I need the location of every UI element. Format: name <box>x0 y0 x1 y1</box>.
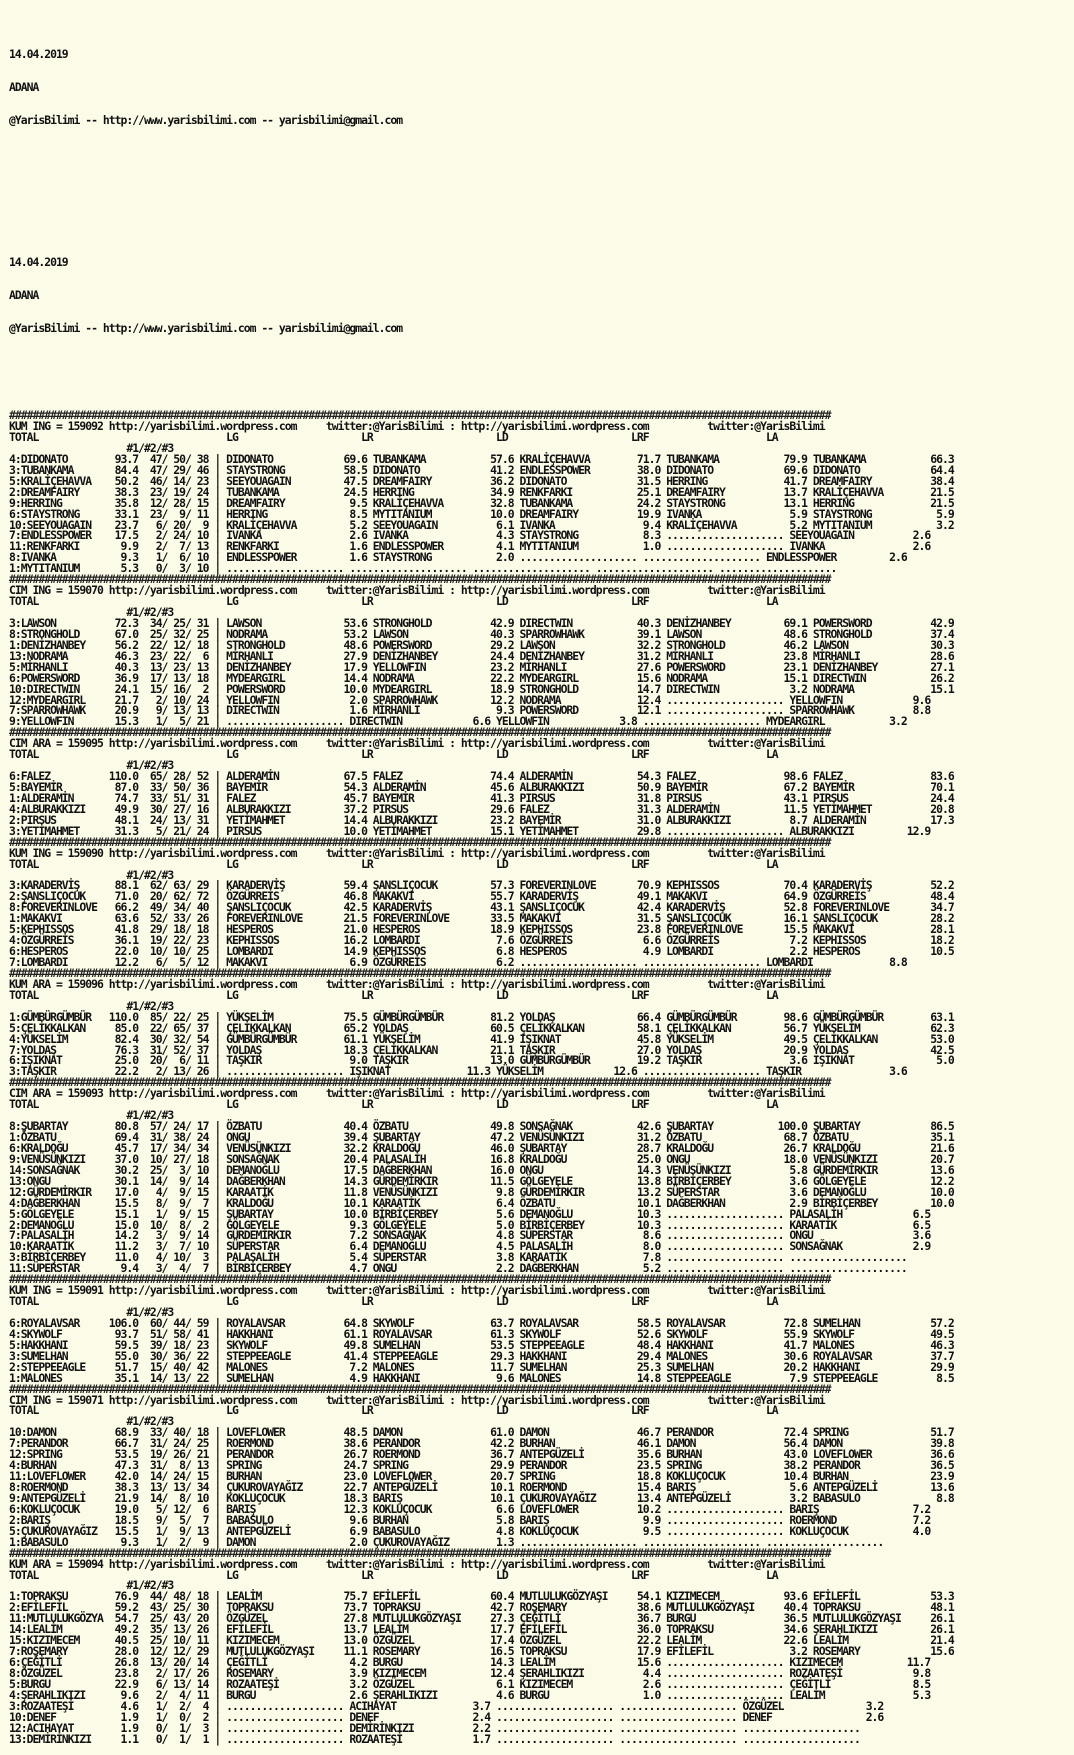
result-row: 1:MAKAKVI 63.6 52/ 33/ 26 | FOREVERINLOVE 21.5 FOREVERINLOVE 33.5 MAKAKVI 31.5 ŞANSLIÇOCUK 16.1 ŞANSLIÇOCUK 28.2 <box>9 911 954 926</box>
race-block <box>9 1381 954 1549</box>
column-header: TOTAL LG LR LD LRF LA <box>9 856 778 871</box>
result-row: 13:NODRAMA 46.3 23/ 22/ 6 | MİRHANLI 27.9 DENİZHANBEY 24.4 DENİZHANBEY 31.2 MİRHANLI 23.8 MİRHANLI 28.6 <box>9 648 954 663</box>
separator-line: ############################################################################################################################################ <box>9 965 831 980</box>
report-date: 14.04.2019 <box>9 254 68 269</box>
result-row: 5:KEPHISSOS 41.8 29/ 18/ 18 | HESPEROS 21.0 HESPEROS 18.9 KEPHISSOS 23.8 FOREVERINLOVE 15.5 MAKAKVI 28.1 <box>9 922 954 937</box>
result-row: 6:IŞIKNAT 25.0 20/ 6/ 11 | TAŞKIR 9.0 TAŞKIR 13.0 GÜMBÜRGÜMBÜR 19.2 TAŞKIR 3.6 IŞIKNAT 5.0 <box>9 1053 954 1068</box>
result-row: 12:SPRING 53.5 19/ 26/ 21 | PERANDOR 26.7 ROERMOND 36.7 ANTEPGÜZELİ 35.6 BURHAN 43.0 LOVEFLOWER 36.6 <box>9 1447 954 1462</box>
race-block <box>9 1274 954 1383</box>
race-block <box>9 727 954 836</box>
result-row: 6:STAYSTRONG 33.1 23/ 9/ 11 | HERRING 8.5 MYTITANIUM 10.0 DREAMFAIRY 19.9 IVANKA 5.9 STAYSTRONG 5.9 <box>9 506 954 521</box>
result-row: 5:BAYEMİR 87.0 33/ 50/ 36 | BAYEMİR 54.3 ALDERAMİN 45.6 ALBURAKKIZI 50.9 BAYEMİR 67.2 BAYEMİR 70.1 <box>9 780 954 794</box>
result-row: 14:SONSAĞNAK 30.2 25/ 3/ 10 | DEMANOĞLU 17.5 DAĞBERKHAN 16.0 ONGU 14.3 VENÜSÜNKIZI 5.8 GÜRDEMİRKIR 13.6 <box>9 1162 954 1177</box>
race-title: CIM ING = 159070 http://yarisbilimi.wordpress.com twitter:@YarisBilimi : http://yarisbilimi.wordpress.com twitter:@YarisBilimi <box>9 583 825 598</box>
result-row: 6:ÇEĞİTLİ 26.8 13/ 20/ 14 | ÇEĞİTLİ 4.2 BURGU 14.3 LEALİM 15.6 .................... KIZIMECEM 11.7 <box>9 1655 931 1669</box>
column-header: TOTAL LG LR LD LRF LA <box>9 430 778 444</box>
result-row: 11:RENKFARKI 9.9 2/ 7/ 13 | RENKFARKI 1.6 ENDLESSPOWER 4.1 MYTITANIUM 1.0 .................... IVANKA 2.6 <box>9 539 931 554</box>
result-row: 8:ROERMOND 38.3 13/ 13/ 34 | ÇUKUROVAYAĞIZ 22.7 ANTEPGÜZELİ 10.1 ROERMOND 15.4 BARIŞ 5.6 ANTEPGÜZELİ 13.6 <box>9 1480 954 1494</box>
result-row: 8:FOREVERINLOVE 66.2 49/ 34/ 40 | ŞANSLIÇOCUK 42.5 KARADERVİŞ 43.1 ŞANSLIÇOCUK 42.4 KARADERVİŞ 52.8 FOREVERINLOVE 34.7 <box>9 900 954 915</box>
result-row: 11:SÜPERSTAR 9.4 3/ 4/ 7 | BİRBİÇERBEY 4.7 ONGU 2.2 DAĞBERKHAN 5.2 .................... .................... <box>9 1261 907 1276</box>
column-header: TOTAL LG LR LD LRF LA <box>9 1403 778 1418</box>
race-block <box>9 410 954 574</box>
result-row: 4:YÜKSELİM 82.4 30/ 32/ 54 | GÜMBÜRGÜMBÜR 61.1 YÜKSELİM 41.9 IŞIKNAT 45.8 YÜKSELİM 49.5 ÇELİKKALKAN 53.0 <box>9 1031 954 1046</box>
result-row: 4:DAĞBERKHAN 15.5 8/ 9/ 7 | KRALDOĞU 10.1 KARAATİK 6.4 ÖZBATU 10.1 DAĞBERKHAN 2.9 BİRBİÇERBEY 10.0 <box>9 1195 954 1210</box>
separator-line: ############################################################################################################################################ <box>9 408 831 423</box>
results-sheet <box>9 5 954 1755</box>
report-city: ADANA <box>9 79 39 94</box>
result-row: 3:BİRBİÇERBEY 11.0 4/ 10/ 3 | PALASALİH 5.4 SÜPERSTAR 3.8 KARAATİK 7.8 .................... .................... <box>9 1250 907 1265</box>
result-row: 11:LOVEFLOWER 42.0 14/ 24/ 15 | BURHAN 23.0 LOVEFLOWER 20.7 SPRING 18.8 KOKLUÇOCUK 10.4 BURHAN 23.9 <box>9 1469 954 1484</box>
result-row: 8:ÖZGÜZEL 23.8 2/ 17/ 26 | ROSEMARY 3.9 KIZIMECEM 12.4 ŞERAHLIKIZI 4.4 .................... ROZAATEŞİ 9.8 <box>9 1665 931 1680</box>
result-row: 9:ANTEPGÜZELİ 21.9 14/ 8/ 10 | KOKLUÇOCUK 18.3 BARIŞ 10.1 ÇUKUROVAYAĞIZ 13.4 ANTEPGÜZELİ 3.2 BABASULO 8.8 <box>9 1490 954 1505</box>
result-row: 5:KRALİÇEHAVVA 50.2 46/ 14/ 23 | SEEYOUAGAIN 47.5 DREAMFAIRY 36.2 DIDONATO 31.5 HERRING 41.7 DREAMFAIRY 38.4 <box>9 473 954 488</box>
result-row: 3:TUBANKAMA 84.4 47/ 29/ 46 | STAYSTRONG 58.5 DIDONATO 41.2 ENDLESSPOWER 38.0 DIDONATO 69.6 DIDONATO 64.4 <box>9 462 954 477</box>
result-row: 13:ONGU 30.1 14/ 9/ 14 | DAĞBERKHAN 14.3 GÜRDEMİRKIR 11.5 GÖLGEYELE 13.8 BİRBİÇERBEY 3.6 GÖLGEYELE 12.2 <box>9 1173 954 1188</box>
race-list <box>9 410 954 1744</box>
separator-line: ############################################################################################################################################ <box>9 1075 831 1090</box>
result-row: 4:ÖZGÜRREİS 36.1 19/ 22/ 23 | KEPHISSOS 16.2 LOMBARDI 7.6 ÖZGÜRREİS 6.6 ÖZGÜRREİS 7.2 KEPHISSOS 18.2 <box>9 933 954 948</box>
result-row: 2:DEMANOĞLU 15.0 10/ 8/ 2 | GÖLGEYELE 9.3 GÖLGEYELE 5.0 BİRBİÇERBEY 10.3 .................... KARAATİK 6.5 <box>9 1217 931 1232</box>
result-row: 7:LOMBARDI 12.2 6/ 5/ 12 | MAKAKVI 6.9 ÖZGÜRREİS 6.2 .................... .................... LOMBARDI 8.8 <box>9 955 907 969</box>
column-header: TOTAL LG LR LD LRF LA <box>9 1097 778 1112</box>
column-subheader: #1/#2/#3 <box>9 758 174 773</box>
result-row: 1:ALDERAMİN 74.7 33/ 51/ 31 | FALEZ 45.7 BAYEMİR 41.3 PIRSUS 31.8 PIRSUS 43.1 PIRSUS 24.4 <box>9 790 954 805</box>
result-row: 6:POWERSWORD 36.9 17/ 13/ 18 | MYDEARGIRL 14.4 NODRAMA 22.2 MYDEARGIRL 15.6 NODRAMA 15.1 DIRECTWIN 26.2 <box>9 670 954 685</box>
column-subheader: #1/#2/#3 <box>9 1578 174 1593</box>
report-credit: @YarisBilimi -- http://www.yarisbilimi.com -- yarisbilimi@gmail.com <box>9 112 403 127</box>
result-row: 12:GÜRDEMİRKIR 17.0 4/ 9/ 15 | KARAATİK 11.8 VENÜSÜNKIZI 9.8 GÜRDEMİRKIR 13.2 SÜPERSTAR 3.6 DEMANOĞLU 10.0 <box>9 1184 954 1199</box>
race-block <box>9 834 954 969</box>
result-row: 8:ŞUBARTAY 80.8 57/ 24/ 17 | ÖZBATU 40.4 ÖZBATU 49.8 SONSAĞNAK 42.6 ŞUBARTAY 100.0 ŞUBARTAY 86.5 <box>9 1119 954 1134</box>
result-row: 10:SEEYOUAGAIN 23.7 6/ 20/ 9 | KRALİÇEHAVVA 5.2 SEEYOUAGAIN 6.1 IVANKA 9.4 KRALİÇEHAVVA 5.2 MYTITANIUM 3.2 <box>9 517 954 532</box>
result-row: 9:YELLOWFIN 15.3 1/ 5/ 21 | .................... DIRECTWIN 6.6 YELLOWFIN 3.8 .................... MYDEARGIRL 3.2 <box>9 714 907 729</box>
result-row: 1:GÜMBÜRGÜMBÜR 110.0 85/ 22/ 25 | YÜKSELİM 75.5 GÜMBÜRGÜMBÜR 81.2 YOLDAŞ 66.4 GÜMBÜRGÜMBÜR 98.6 GÜMBÜRGÜMBÜR 63.1 <box>9 1009 954 1024</box>
result-row: 2:PIRSUS 48.1 24/ 13/ 31 | YETİMAHMET 14.4 ALBURAKKIZI 23.2 BAYEMİR 31.0 ALBURAKKIZI 8.7 ALDERAMİN 17.3 <box>9 812 954 827</box>
result-row: 10:DIRECTWIN 24.1 15/ 16/ 2 | POWERSWORD 10.0 MYDEARGIRL 18.9 STRONGHOLD 14.7 DIRECTWIN 3.2 NODRAMA 15.1 <box>9 681 954 696</box>
result-row: 4:DIDONATO 93.7 47/ 50/ 38 | DIDONATO 69.6 TUBANKAMA 57.6 KRALİÇEHAVVA 71.7 TUBANKAMA 79.9 TUBANKAMA 66.3 <box>9 451 954 466</box>
result-row: 11:MUTLULUKGÖZYA 54.7 25/ 43/ 20 | ÖZGÜZEL 27.8 MUTLULUKGÖZYAŞI 27.3 ÇEĞİTLİ 36.7 BURGU 36.5 MUTLULUKGÖZYAŞI 26.1 <box>9 1611 954 1626</box>
result-row: 13:DEMİRİNKIZI 1.1 0/ 1/ 1 | .................... ROZAATEŞİ 1.7 .................... .................... .................... <box>9 1731 860 1746</box>
column-subheader: #1/#2/#3 <box>9 1108 174 1123</box>
result-row: 9:VENÜSÜNKIZI 37.0 10/ 27/ 18 | SONSAĞNAK 20.4 PALASALİH 16.8 KRALDOĞU 25.0 ONGU 18.0 VENÜSÜNKIZI 20.7 <box>9 1151 954 1166</box>
result-row: 5:ÇUKUROVAYAĞIZ 15.5 1/ 9/ 13 | ANTEPGÜZELİ 6.9 BABASULO 4.8 KOKLUÇOCUK 9.5 .................... KOKLUÇOCUK 4.0 <box>9 1523 931 1538</box>
result-row: 12:MYDEARGIRL 21.7 2/ 10/ 24 | YELLOWFIN 2.0 SPARROWHAWK 12.2 NODRAMA 12.4 .................... YELLOWFIN 9.6 <box>9 692 931 707</box>
column-header: TOTAL LG LR LD LRF LA <box>9 987 778 1002</box>
race-title: CIM ING = 159071 http://yarisbilimi.wordpress.com twitter:@YarisBilimi : http://yarisbilimi.wordpress.com twitter:@YarisBilimi <box>9 1392 825 1407</box>
separator-line: ############################################################################################################################################ <box>9 1545 831 1560</box>
column-subheader: #1/#2/#3 <box>9 440 174 455</box>
blank-line <box>9 147 954 158</box>
result-row: 2:STEPPEEAGLE 51.7 15/ 40/ 42 | MALONES 7.2 MALONES 11.7 SUMELHAN 25.3 SUMELHAN 20.2 HAKKHANI 29.9 <box>9 1359 954 1374</box>
race-block <box>9 1545 954 1746</box>
result-row: 2:BARIŞ 18.5 9/ 5/ 7 | BABASULO 9.6 BURHAN 5.8 BARIŞ 9.9 .................... ROERMOND 7.2 <box>9 1512 931 1527</box>
column-header: TOTAL LG LR LD LRF LA <box>9 1567 778 1582</box>
separator-line: ############################################################################################################################################ <box>9 1272 831 1287</box>
result-row: 1:DENİZHANBEY 56.2 22/ 12/ 18 | STRONGHOLD 48.6 POWERSWORD 29.2 LAWSON 32.2 STRONGHOLD 46.2 LAWSON 30.3 <box>9 637 954 652</box>
result-row: 6:KOKLUÇOCUK 19.0 5/ 12/ 6 | BARIŞ 12.3 KOKLUÇOCUK 6.6 LOVEFLOWER 10.2 .................... BARIŞ 7.2 <box>9 1501 931 1516</box>
race-block <box>9 1077 954 1274</box>
result-row: 2:DREAMFAIRY 38.3 23/ 19/ 24 | TUBANKAMA 24.5 HERRING 34.9 RENKFARKI 25.1 DREAMFAIRY 13.7 KRALİÇEHAVVA 21.5 <box>9 484 954 499</box>
result-row: 6:FALEZ 110.0 65/ 28/ 52 | ALDERAMİN 67.5 FALEZ 74.4 ALDERAMİN 54.3 FALEZ 98.6 FALEZ 83.6 <box>9 769 954 784</box>
race-title: KUM ING = 159092 http://yarisbilimi.wordpress.com twitter:@YarisBilimi : http://yarisbilimi.wordpress.com twitter:@YarisBilimi <box>9 419 825 434</box>
result-row: 6:HESPEROS 22.0 10/ 10/ 25 | LOMBARDI 14.9 KEPHISSOS 6.8 HESPEROS 4.9 LOMBARDI 2.2 HESPEROS 10.5 <box>9 944 954 959</box>
blank-line <box>9 355 954 366</box>
separator-line: ############################################################################################################################################ <box>9 834 831 849</box>
column-subheader: #1/#2/#3 <box>9 605 174 619</box>
result-row: 10:DAMON 68.9 33/ 40/ 18 | LOVEFLOWER 48.5 DAMON 61.0 DAMON 46.7 PERANDOR 72.4 SPRING 51.7 <box>9 1425 954 1440</box>
result-row: 7:ROŞEMARY 28.0 12/ 12/ 29 | MUTLULUKGÖZYAŞI 11.1 ROSEMARY 16.5 TOPRAKSU 17.9 EFİLEFİL 3.2 ROSEMARY 15.6 <box>9 1644 954 1659</box>
result-row: 10:KARAATİK 11.2 3/ 7/ 10 | SÜPERSTAR 6.4 DEMANOĞLU 4.5 PALASALİH 8.0 .................... SONSAĞNAK 2.9 <box>9 1239 931 1254</box>
column-header: TOTAL LG LR LD LRF LA <box>9 594 778 609</box>
race-title: KUM ING = 159091 http://yarisbilimi.wordpress.com twitter:@YarisBilimi : http://yarisbilimi.wordpress.com twitter:@YarisBilimi <box>9 1283 825 1298</box>
column-subheader: #1/#2/#3 <box>9 998 174 1013</box>
result-row: 3:KARADERVİŞ 88.1 62/ 63/ 29 | KARADERVİŞ 59.4 ŞANSLIÇOCUK 57.3 FOREVERINLOVE 70.9 KEPHISSOS 70.4 KARADERVİŞ 52.2 <box>9 878 954 893</box>
result-row: 10:DENEF 1.9 1/ 0/ 2 | .................... DENEF 2.4 .................... .................... DENEF 2.6 <box>9 1709 884 1724</box>
result-row: 5:BURGU 22.9 6/ 13/ 14 | ROZAATEŞİ 3.2 ÖZGÜZEL 6.1 KIZIMECEM 2.6 .................... ÇEĞİTLİ 8.5 <box>9 1676 931 1691</box>
race-title: CIM ARA = 159095 http://yarisbilimi.wordpress.com twitter:@YarisBilimi : http://yarisbilimi.wordpress.com twitter:@YarisBilimi <box>9 736 825 751</box>
result-row: 3:SUMELHAN 55.0 30/ 36/ 22 | STEPPEEAGLE 41.4 STEPPEEAGLE 29.3 HAKKHANI 29.4 MALONES 30.6 ROYALAVSAR 37.7 <box>9 1348 954 1363</box>
result-row: 3:ROZAATEŞİ 4.6 1/ 2/ 4 | .................... ACIHAYAT 3.7 .................... .................... ÖZGÜZEL 3.2 <box>9 1698 884 1713</box>
result-row: 5:ÇELİKKALKAN 85.0 22/ 65/ 37 | ÇELİKKALKAN 65.2 YOLDAŞ 60.5 ÇELİKKALKAN 58.1 ÇELİKKALKAN 56.7 YÜKSELİM 62.3 <box>9 1020 954 1035</box>
result-row: 5:MİRHANLI 40.3 13/ 23/ 13 | DENİZHANBEY 17.9 YELLOWFIN 23.2 MİRHANLI 27.6 POWERSWORD 23.1 DENİZHANBEY 27.1 <box>9 659 954 674</box>
result-row: 3:LAWSON 72.3 34/ 25/ 31 | LAWSON 53.6 STRONGHOLD 42.9 DIRECTWIN 40.3 DENİZHANBEY 69.1 POWERSWORD 42.9 <box>9 615 954 630</box>
result-row: 8:STRONGHOLD 67.0 25/ 32/ 25 | NODRAMA 53.2 LAWSON 40.3 SPARROWHAWK 39.1 LAWSON 48.6 STRONGHOLD 37.4 <box>9 626 954 641</box>
separator-line: ############################################################################################################################################ <box>9 725 831 740</box>
race-block <box>9 574 954 727</box>
result-row: 5:GÖLGEYELE 15.1 1/ 9/ 15 | ŞUBARTAY 10.0 BİRBİÇERBEY 5.6 DEMANOĞLU 10.3 .................... PALASALİH 6.5 <box>9 1206 931 1221</box>
result-row: 1:BABASULO 9.3 1/ 2/ 9 | DAMON 2.0 ÇUKUROVAYAĞIZ 1.3 .................... .................... .................... <box>9 1534 884 1549</box>
result-row: 2:EFİLEFİL 59.2 43/ 25/ 30 | TOPRAKSU 73.7 TOPRAKSU 42.7 ROŞEMARY 38.6 MUTLULUKGÖZYAŞI 40.4 TOPRAKSU 48.1 <box>9 1600 954 1615</box>
separator-line: ############################################################################################################################################ <box>9 572 831 587</box>
result-row: 1:MALONES 35.1 14/ 13/ 22 | SUMELHAN 4.9 HAKKHANI 9.6 MALONES 14.8 STEPPEEAGLE 7.9 STEPPEEAGLE 8.5 <box>9 1370 954 1385</box>
column-header: TOTAL LG LR LD LRF LA <box>9 747 778 762</box>
race-title: KUM ARA = 159094 http://yarisbilimi.wordpress.com twitter:@YarisBilimi : http://yarisbilimi.wordpress.com twitter:@YarisBilimi <box>9 1556 825 1571</box>
report-city: ADANA <box>9 287 39 302</box>
result-row: 4:BURHAN 47.3 31/ 8/ 13 | SPRING 24.7 SPRING 29.9 PERANDOR 23.5 SPRING 38.2 PERANDOR 36.5 <box>9 1458 954 1473</box>
column-subheader: #1/#2/#3 <box>9 1305 174 1319</box>
race-block <box>9 965 954 1079</box>
result-row: 6:ROYALAVSAR 106.0 60/ 44/ 59 | ROYALAVSAR 64.8 SKYWOLF 63.7 ROYALAVSAR 58.5 ROYALAVSAR 72.8 SUMELHAN 57.2 <box>9 1315 954 1330</box>
result-row: 1:MYTITANIUM 5.3 0/ 3/ 10 | .................... .................... .................... .................... .................... <box>9 561 837 576</box>
result-row: 4:ŞERAHLIKIZI 9.6 2/ 4/ 11 | BURGU 2.6 ŞERAHLIKIZI 4.6 BURGU 1.0 .................... LEALİM 5.3 <box>9 1687 931 1702</box>
result-row: 4:ALBURAKKIZI 49.9 30/ 27/ 16 | ALBURAKKIZI 37.2 PIRSUS 29.6 FALEZ 31.3 ALDERAMİN 11.5 YETİMAHMET 20.8 <box>9 801 954 816</box>
result-row: 4:SKYWOLF 93.7 51/ 58/ 41 | HAKKHANI 61.1 ROYALAVSAR 61.3 SKYWOLF 52.6 SKYWOLF 55.9 SKYWOLF 49.5 <box>9 1326 954 1341</box>
result-row: 5:HAKKHANI 59.5 39/ 18/ 23 | SKYWOLF 49.8 SUMELHAN 53.5 STEPPEEAGLE 48.4 HAKKHANI 41.7 MALONES 46.3 <box>9 1337 954 1352</box>
blank-line <box>9 180 954 191</box>
report-credit: @YarisBilimi -- http://www.yarisbilimi.com -- yarisbilimi@gmail.com <box>9 320 403 335</box>
header-block <box>9 27 954 213</box>
result-row: 12:ACIHAYAT 1.9 0/ 1/ 3 | .................... DEMİRİNKIZI 2.2 .................... .................... .................... <box>9 1720 860 1735</box>
report-date: 14.04.2019 <box>9 46 68 61</box>
result-row: 7:SPARROWHAWK 20.9 9/ 13/ 13 | DIRECTWIN 1.6 MİRHANLI 9.3 POWERSWORD 12.1 .................... SPARROWHAWK 8.8 <box>9 703 931 718</box>
result-row: 9:HERRING 35.8 12/ 28/ 15 | DREAMFAIRY 9.5 KRALİÇEHAVVA 32.8 TUBANKAMA 24.2 STAYSTRONG 13.1 HERRING 21.5 <box>9 495 954 510</box>
column-subheader: #1/#2/#3 <box>9 867 174 882</box>
result-row: 1:TOPRAKSU 76.9 44/ 48/ 18 | LEALİM 75.7 EFİLEFİL 60.4 MUTLULUKGÖZYAŞI 54.1 KIZIMECEM 93.6 EFİLEFİL 53.3 <box>9 1589 954 1604</box>
result-row: 14:LEALİM 49.2 35/ 13/ 26 | EFİLEFİL 13.7 LEALİM 17.7 EFİLEFİL 36.0 TOPRAKSU 34.6 ŞERAHLIKIZI 26.1 <box>9 1622 954 1637</box>
result-row: 7:YOLDAŞ 76.3 31/ 52/ 37 | YOLDAŞ 18.3 ÇELİKKALKAN 21.1 TAŞKIR 27.0 YOLDAŞ 20.9 YOLDAŞ 42.5 <box>9 1042 954 1057</box>
result-row: 15:KIZIMECEM 40.5 25/ 10/ 11 | KIZIMECEM 13.0 ÖZGÜZEL 17.4 ÖZGÜZEL 22.2 LEALİM 22.6 LEALİM 21.4 <box>9 1633 954 1648</box>
result-row: 7:PALASALİH 14.2 3/ 9/ 14 | GÜRDEMİRKIR 7.2 SONSAĞNAK 4.8 SÜPERSTAR 8.6 .................... ONGU 3.6 <box>9 1228 931 1243</box>
result-row: 3:TAŞKIR 22.2 2/ 13/ 26 | .................... IŞIKNAT 11.3 YÜKSELİM 12.6 .................... TAŞKIR 3.6 <box>9 1064 907 1079</box>
column-header: TOTAL LG LR LD LRF LA <box>9 1294 778 1309</box>
result-row: 1:ÖZBATU 69.4 31/ 38/ 24 | ONGU 39.4 ŞUBARTAY 47.2 VENÜSÜNKIZI 31.2 ÖZBATU 68.7 ÖZBATU 35.1 <box>9 1130 954 1144</box>
result-row: 7:ENDLESSPOWER 17.5 2/ 24/ 10 | IVANKA 2.6 IVANKA 4.3 STAYSTRONG 8.3 .................... SEEYOUAGAIN 2.6 <box>9 528 931 543</box>
result-row: 8:IVANKA 9.3 1/ 6/ 10 | ENDLESSPOWER 1.6 STAYSTRONG 2.0 .................... .................... ENDLESSPOWER 2.6 <box>9 550 907 565</box>
result-row: 3:YETİMAHMET 31.3 5/ 21/ 24 | PIRSUS 10.0 YETİMAHMET 15.1 YETİMAHMET 29.8 .................... ALBURAKKIZI 12.9 <box>9 823 931 838</box>
header-block <box>9 235 954 388</box>
result-row: 7:PERANDOR 66.7 31/ 24/ 25 | ROERMOND 38.6 PERANDOR 42.2 BURHAN 46.1 DAMON 56.4 DAMON 39.8 <box>9 1436 954 1451</box>
race-title: KUM ING = 159090 http://yarisbilimi.wordpress.com twitter:@YarisBilimi : http://yarisbilimi.wordpress.com twitter:@YarisBilimi <box>9 845 825 860</box>
race-title: KUM ARA = 159096 http://yarisbilimi.wordpress.com twitter:@YarisBilimi : http://yarisbilimi.wordpress.com twitter:@YarisBilimi <box>9 976 825 991</box>
column-subheader: #1/#2/#3 <box>9 1414 174 1429</box>
result-row: 2:ŞANSLIÇOCUK 71.0 20/ 62/ 72 | ÖZGÜRREİS 46.8 MAKAKVI 55.7 KARADERVİŞ 49.1 MAKAKVI 64.9 ÖZGÜRREİS 48.4 <box>9 889 954 904</box>
result-row: 6:KRALDOĞU 45.7 17/ 34/ 34 | VENÜSÜNKIZI 32.2 KRALDOĞU 46.0 ŞUBARTAY 28.7 KRALDOĞU 26.7 KRALDOĞU 21.6 <box>9 1140 954 1155</box>
race-title: CIM ARA = 159093 http://yarisbilimi.wordpress.com twitter:@YarisBilimi : http://yarisbilimi.wordpress.com twitter:@YarisBilimi <box>9 1086 825 1101</box>
separator-line: ############################################################################################################################################ <box>9 1381 831 1396</box>
